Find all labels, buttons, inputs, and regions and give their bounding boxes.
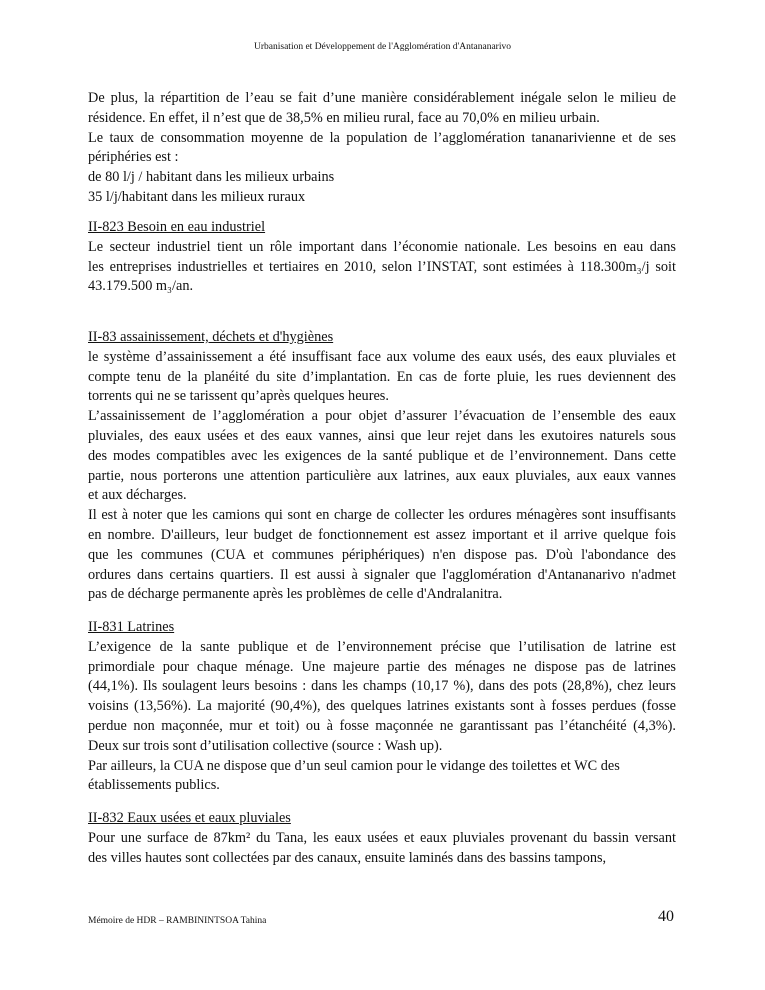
text-line: pluviales, des eaux usées et des eaux vannes, ainsi que leur rejet dans les exutoires naturels sous xyxy=(88,427,676,444)
text-line: (44,1%). Ils soulagent leurs besoins : dans les champs (10,17 %), dans des pots (28,8%), chez leurs xyxy=(88,678,676,695)
section-823 xyxy=(88,218,676,297)
text-line: Deux sur trois sont d’utilisation collective (source : Wash up). xyxy=(88,737,443,754)
text-line: partie, nous porterons une attention particulière aux latrines, aux eaux pluviales, aux eaux vannes xyxy=(88,467,676,484)
section-heading: II-832 Eaux usées et eaux pluviales xyxy=(88,810,291,826)
text-line: 43.179.500 m₃/an. xyxy=(88,278,194,295)
text-line: Pour une surface de 87km² du Tana, les eaux usées et eaux pluviales provenant du bassin versant xyxy=(88,829,676,846)
text-line: pas de décharge permanente après les problèmes de celle d'Andralanitra. xyxy=(88,586,503,603)
footer-text: Mémoire de HDR – RAMBININTSOA Tahina xyxy=(88,916,267,926)
section-83 xyxy=(88,328,676,605)
text-line: en nombre. D'ailleurs, leur budget de fonctionnement est assez important et il arrive quelque fois xyxy=(88,526,676,543)
text-line: résidence. En effet, il n’est que de 38,5% en milieu rural, face au 70,0% en milieu urbain. xyxy=(88,109,600,126)
section-831 xyxy=(88,618,676,796)
section-832 xyxy=(88,809,676,868)
text-line: des modes compatibles avec les exigences de la santé publique et de l’environnement. Dans cette xyxy=(88,447,676,464)
text-line: Le taux de consommation moyenne de la population de l’agglomération tananarivienne et de ses xyxy=(88,129,676,146)
text-line: 35 l/j/habitant dans les milieux ruraux xyxy=(88,188,306,205)
page-number: 40 xyxy=(658,908,674,925)
text-line: voisins (13,56%). La majorité (90,4%), des quelques latrines existants sont à fosses perdues (fosse xyxy=(88,698,676,715)
text-line: que les communes (CUA et communes périphériques) n'en dispose pas. D'où l'abondance des xyxy=(88,546,676,563)
section-heading: II-831 Latrines xyxy=(88,619,175,635)
section-heading: II-83 assainissement, déchets et d'hygiènes xyxy=(88,329,334,345)
text-line: et aux décharges. xyxy=(88,487,187,504)
text-line: De plus, la répartition de l’eau se fait d’une manière considérablement inégale selon le milieu de xyxy=(88,90,676,106)
intro-paragraph xyxy=(88,89,676,208)
text-line: Le secteur industriel tient un rôle important dans l’économie nationale. Les besoins en eau dans xyxy=(88,238,676,255)
text-line: primordiale pour chaque ménage. Une majeure partie des ménages ne dispose pas de latrines xyxy=(88,658,676,675)
section-heading: II-823 Besoin en eau industriel xyxy=(88,219,266,235)
text-line: périphéries est : xyxy=(88,149,179,166)
text-line: compte tenu de la planéité du site d’implantation. En cas de forte pluie, les rues deviennent des xyxy=(88,368,676,385)
text-line: perdue non maçonnée, mur et toit) ou à fosse maçonnée ne garantissant pas l’étanchéité (4,3%). xyxy=(88,717,676,734)
text-line: des villes hautes sont collectées par des canaux, ensuite laminés dans des bassins tampons, xyxy=(88,849,607,866)
running-header: Urbanisation et Développement de l'Agglomération d'Antananarivo xyxy=(254,42,511,52)
text-line: les entreprises industrielles et tertiaires en 2010, selon l’INSTAT, sont estimées à 118.300m₃/j soit xyxy=(88,258,676,275)
text-line: le système d’assainissement a été insuffisant face aux volume des eaux usés, des eaux pluviales et xyxy=(88,348,676,365)
text-line: L’assainissement de l’agglomération a pour objet d’assurer l’évacuation de l’ensemble des eaux xyxy=(88,408,676,425)
text-line: torrents qui ne se tarissent qu’après quelques heures. xyxy=(88,388,389,405)
text-line: L’exigence de la sante publique et de l’environnement précise que l’utilisation de latrine est xyxy=(88,638,676,655)
text-line: Par ailleurs, la CUA ne dispose que d’un seul camion pour le vidange des toilettes et WC des xyxy=(88,757,620,774)
text-line: de 80 l/j / habitant dans les milieux urbains xyxy=(88,169,335,186)
text-line: Il est à noter que les camions qui sont en charge de collecter les ordures ménagères sont insuffisants xyxy=(88,507,676,524)
text-line: établissements publics. xyxy=(88,777,220,794)
text-line: ordures dans certains quartiers. Il est aussi à signaler que l'agglomération d'Antananarivo n'admet xyxy=(88,566,676,583)
